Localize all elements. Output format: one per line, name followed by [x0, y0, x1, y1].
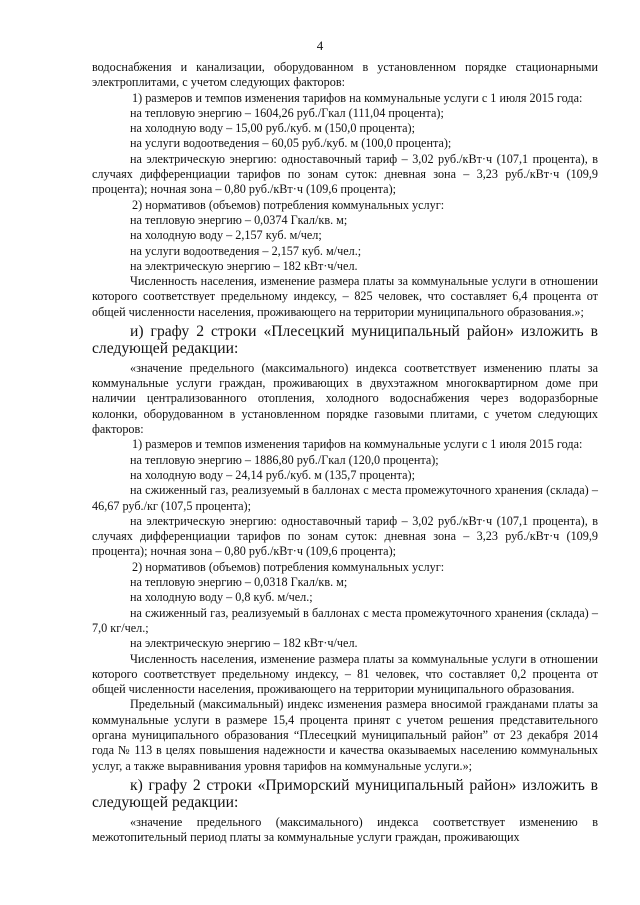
tariff-line: на тепловую энергию – 1604,26 руб./Гкал (111,04 процента);	[130, 105, 444, 120]
norm-line: на электрическую энергию – 182 кВт·ч/чел.	[130, 636, 358, 651]
norm-line: на холодную воду – 0,8 куб. м/чел.;	[130, 590, 313, 605]
list-item: 2) нормативов (объемов) потребления коммунальных услуг:	[132, 197, 445, 212]
paragraph: «значение предельного (максимального) индекса соответствует изменению в межотопительный период платы за коммунальные услуги граждан, проживающих	[92, 814, 598, 844]
norm-line: на сжиженный газ, реализуемый в баллонах с места промежуточного хранения (склада) – 7,0 кг/чел.;	[92, 605, 598, 635]
list-item: 1) размеров и темпов изменения тарифов на коммунальные услуги с 1 июля 2015 года:	[132, 90, 583, 105]
paragraph: «значение предельного (максимального) индекса соответствует изменению платы за коммунальные услуги граждан, проживающих в двухэтажном многоквартирном доме при наличии централизованного отопления, холодного водоснабжения через водоразборные колонки, оборудованном в установленном порядке газовыми плитами, с учетом следующих факторов:	[92, 360, 598, 437]
paragraph: Численность населения, изменение размера платы за коммунальные услуги в отношении которого соответствует предельному индексу, – 825 человек, что составляет 6,4 процента от общей численности населения, проживающего на территории муниципального образования.»;	[92, 274, 598, 319]
tariff-line: на услуги водоотведения – 60,05 руб./куб. м (100,0 процента);	[130, 136, 452, 151]
paragraph: Численность населения, изменение размера платы за коммунальные услуги в отношении которого соответствует предельному индексу, – 81 человек, что составляет 0,2 процента от общей численности населения, проживающего на территории муниципального образования.	[92, 651, 598, 697]
tariff-line: на холодную воду – 24,14 руб./куб. м (135,7 процента);	[130, 467, 415, 482]
list-item: 2) нормативов (объемов) потребления коммунальных услуг:	[132, 559, 445, 574]
norm-line: на холодную воду – 2,157 куб. м/чел;	[130, 228, 322, 243]
paragraph: водоснабжения и канализации, оборудованном в установленном порядке стационарными электроплитами, с учетом следующих факторов:	[92, 60, 598, 90]
tariff-line: на сжиженный газ, реализуемый в баллонах с места промежуточного хранения (склада) – 46,67 руб./кг (107,5 процента);	[92, 483, 598, 513]
section-heading: к) графу 2 строки «Приморский муниципальный район» изложить в следующей редакции:	[92, 776, 598, 812]
norm-line: на тепловую энергию – 0,0374 Гкал/кв. м;	[130, 212, 348, 227]
tariff-line: на тепловую энергию – 1886,80 руб./Гкал (120,0 процента);	[130, 452, 439, 467]
norm-line: на электрическую энергию – 182 кВт·ч/чел.	[130, 258, 358, 273]
norm-line: на тепловую энергию – 0,0318 Гкал/кв. м;	[130, 575, 348, 590]
tariff-line: на холодную воду – 15,00 руб./куб. м (150,0 процента);	[130, 121, 415, 136]
page-number: 4	[316, 38, 324, 53]
document-body	[92, 60, 598, 845]
paragraph: Предельный (максимальный) индекс изменения размера вносимой гражданами платы за коммунальные услуги в размере 15,4 процента принят с учетом решения представительного органа муниципального образования “Плесецкий муниципальный район” от 23 декабря 2014 года № 113 в целях повышения надежности и качества оказываемых населению коммунальных услуг, а также выравнивания уровня тарифов на коммунальные услуги.»;	[92, 697, 598, 773]
norm-line: на услуги водоотведения – 2,157 куб. м/чел.;	[130, 243, 362, 258]
tariff-line: на электрическую энергию: одноставочный тариф – 3,02 руб./кВт·ч (107,1 процента), в случаях дифференциации тарифов по зонам суток: дневная зона – 3,23 руб./кВт·ч (109,9 процента); ночная зона – 0,80 руб./кВт·ч (109,6 процента);	[92, 513, 598, 559]
list-item: 1) размеров и темпов изменения тарифов на коммунальные услуги с 1 июля 2015 года:	[132, 437, 583, 452]
tariff-line: на электрическую энергию: одноставочный тариф – 3,02 руб./кВт·ч (107,1 процента), в случаях дифференциации тарифов по зонам суток: дневная зона – 3,23 руб./кВт·ч (109,9 процента); ночная зона – 0,80 руб./кВт·ч (109,6 процента);	[92, 151, 598, 197]
section-heading: и) графу 2 строки «Плесецкий муниципальный район» изложить в следующей редакции:	[92, 323, 598, 358]
